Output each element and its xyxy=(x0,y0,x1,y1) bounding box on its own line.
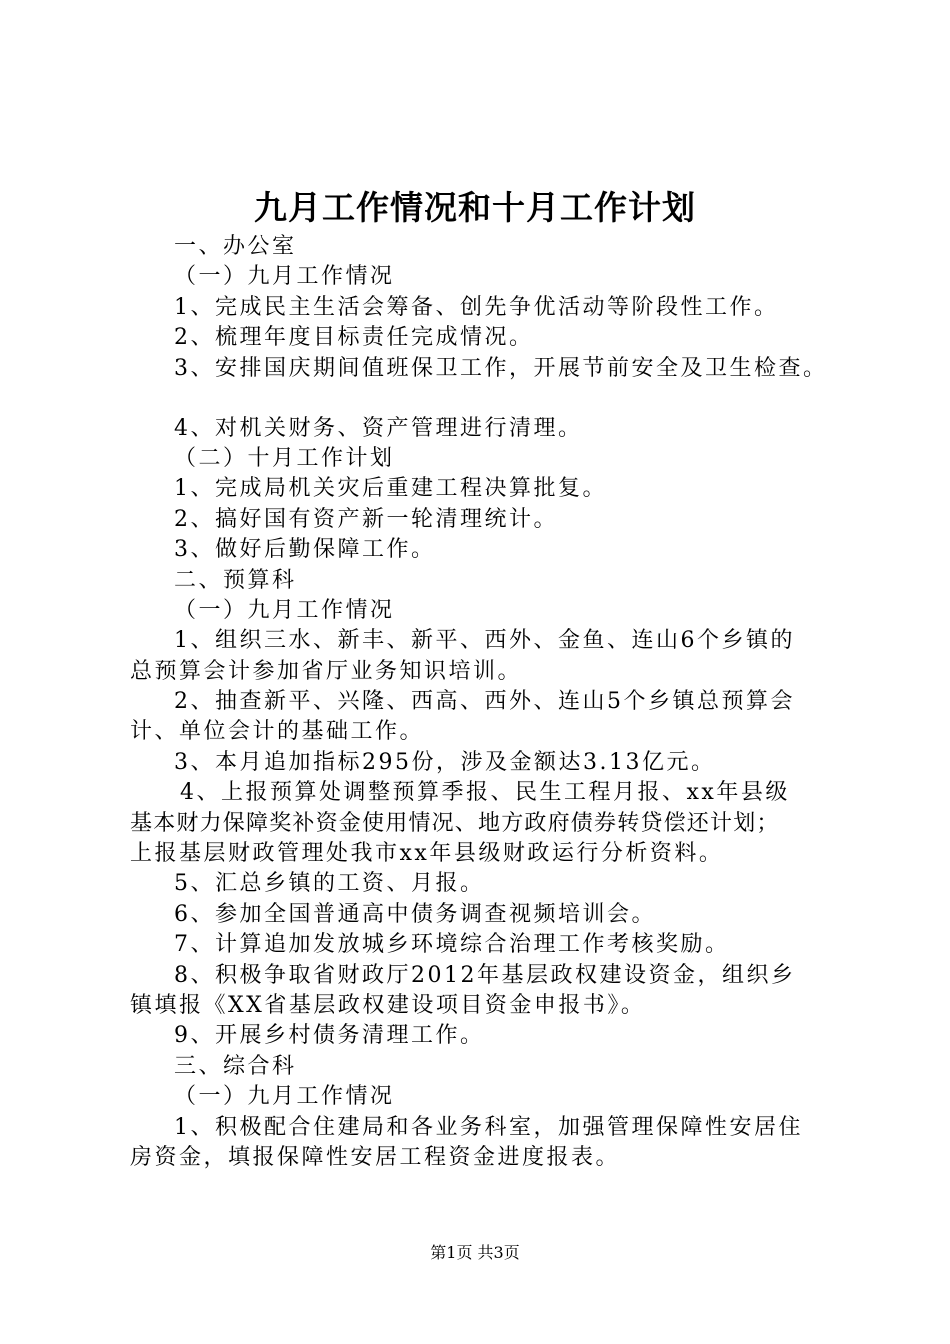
paragraph-line: 总预算会计参加省厅业务知识培训。 xyxy=(130,658,523,684)
subsection-heading: （一）九月工作情况 xyxy=(174,597,395,623)
page-footer: 第1页 共3页 xyxy=(430,1243,520,1262)
paragraph-line: 计、单位会计的基础工作。 xyxy=(130,719,425,745)
document-body xyxy=(130,232,845,1173)
paragraph-line: 3、安排国庆期间值班保卫工作，开展节前安全及卫生检查。 xyxy=(174,355,828,381)
paragraph-line: 9、开展乡村债务清理工作。 xyxy=(174,1023,485,1049)
subsection-heading: （一）九月工作情况 xyxy=(174,264,395,290)
paragraph-line: 镇填报《XX省基层政权建设项目资金申报书》。 xyxy=(130,992,646,1018)
section-heading: 三、综合科 xyxy=(174,1053,297,1079)
paragraph-line: 2、梳理年度目标责任完成情况。 xyxy=(174,325,534,351)
paragraph-line: 6、参加全国普通高中债务调查视频培训会。 xyxy=(174,901,656,927)
section-heading: 二、预算科 xyxy=(174,567,297,593)
paragraph-line: 基本财力保障奖补资金使用情况、地方政府债券转贷偿还计划； xyxy=(130,810,780,836)
paragraph-line: 1、完成民主生活会筹备、创先争优活动等阶段性工作。 xyxy=(174,294,779,320)
paragraph-line: 3、做好后勤保障工作。 xyxy=(174,537,436,563)
paragraph-line: 1、积极配合住建局和各业务科室，加强管理保障性安居住 xyxy=(174,1114,803,1140)
document-title: 九月工作情况和十月工作计划 xyxy=(254,188,696,227)
subsection-heading: （二）十月工作计划 xyxy=(174,445,395,471)
paragraph-line: 上报基层财政管理处我市xx年县级财政运行分析资料。 xyxy=(130,841,724,867)
subsection-heading: （一）九月工作情况 xyxy=(174,1084,395,1110)
paragraph-line: 7、计算追加发放城乡环境综合治理工作考核奖励。 xyxy=(174,932,730,958)
paragraph-line: 2、抽查新平、兴隆、西高、西外、连山5个乡镇总预算会 xyxy=(174,689,795,715)
paragraph-line: 3、本月追加指标295份，涉及金额达3.13亿元。 xyxy=(174,749,716,775)
paragraph-line: 8、积极争取省财政厅2012年基层政权建设资金，组织乡 xyxy=(174,962,796,988)
paragraph-line: 4、对机关财务、资产管理进行清理。 xyxy=(174,415,583,441)
paragraph-line: 1、组织三水、新丰、新平、西外、金鱼、连山6个乡镇的 xyxy=(174,628,795,654)
paragraph-line: 2、搞好国有资产新一轮清理统计。 xyxy=(174,506,558,532)
paragraph-line: 房资金，填报保障性安居工程资金进度报表。 xyxy=(130,1144,621,1170)
section-heading: 一、办公室 xyxy=(174,234,297,259)
paragraph-line: 1、完成局机关灾后重建工程决算批复。 xyxy=(174,476,607,502)
paragraph-line: 4、上报预算处调整预算季报、民生工程月报、xx年县级 xyxy=(180,780,790,806)
paragraph-line: 5、汇总乡镇的工资、月报。 xyxy=(174,871,485,897)
